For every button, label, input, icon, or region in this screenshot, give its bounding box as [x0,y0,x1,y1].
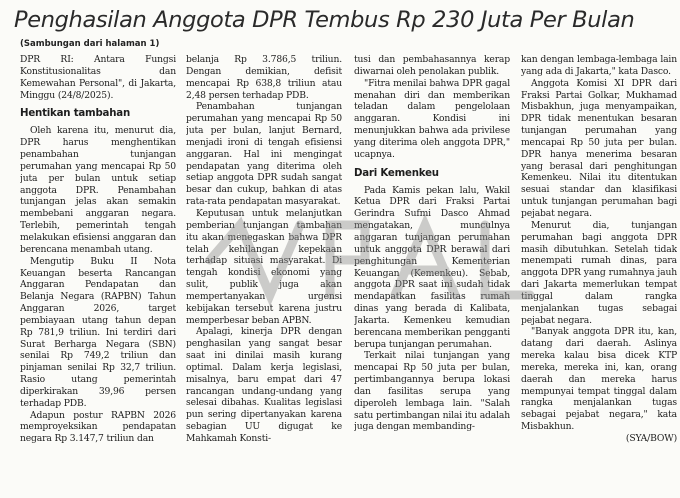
subheading: Dari Kemenkeu [354,167,439,179]
paragraph: Menurut dia, tunjangan perumahan bagi anggota DPR masih dibutuhkan. Setelah tidak menempati rumah dinas, para anggota DPR yang rumahnya jauh dari Jakarta memerlukan tempat tinggal dalam rangka menjalankan tugas sebagai pejabat negara. [521,219,677,326]
paragraph: Anggota Komisi XI DPR dari Fraksi Partai Golkar, Mukhamad Misbakhun, juga menyampaikan, DPR tidak menentukan besaran tunjangan perumahan yang mencapai Rp 50 juta per bulan. DPR hanya menerima besaran yang berasal dari penghitungan Kemenkeu. Nilai itu ditentukan sesuai standar dan klasifikasi untuk tunjangan perumahan bagi pejabat negara. [521,77,677,219]
paragraph: Adapun postur RAPBN 2026 memproyeksikan pendapatan negara Rp 3.147,7 triliun dan [20,409,176,445]
paragraph: kan dengan lembaga-lembaga lain yang ada di Jakarta," kata Dasco. [521,54,677,77]
paragraph: Pada Kamis pekan lalu, Wakil Ketua DPR dari Fraksi Partai Gerindra Sufmi Dasco Ahmad mengatakan, munculnya anggaran tunjangan perumahan untuk anggota DPR berawal dari penghitungan Kementerian Keuangan (Kemenkeu). Sebab, anggota DPR saat ini sudah tidak mendapatkan fasilitas rumah dinas yang berada di Kalibata, Jakarta. Kemenkeu kemudian berencana memberikan pengganti berupa tunjangan perumahan. [354,184,510,350]
article-column-4 [521,54,677,494]
paragraph: Terkait nilai tunjangan yang mencapai Rp 50 juta per bulan, pertimbangannya berupa lokasi dan fasilitas serupa yang diperoleh lembaga lain. "Salah satu pertimbangan nilai itu adalah juga dengan membanding- [354,350,510,433]
paragraph: tusi dan pembahasannya kerap diwarnai oleh penolakan publik. [354,54,510,77]
paragraph: Keputusan untuk melanjutkan pemberian tunjangan tambahan itu akan menegaskan bahwa DPR telah kehilangan kepekaan terhadap situasi masyarakat. Di tengah kondisi ekonomi yang sulit, publik juga akan mempertanyakan urgensi kebijakan tersebut karena justru memperbesar beban APBN. [186,207,342,326]
byline: (SYA/BOW) [625,433,677,444]
article-column-3 [354,54,510,494]
subheading: Hentikan tambahan [20,108,131,120]
paragraph: Penambahan tunjangan perumahan yang mencapai Rp 50 juta per bulan, lanjut Bernard, menjadi ironi di tengah efisiensi anggaran. Hal ini mengingat pendapatan yang diterima oleh setiap anggota DPR sudah sangat besar dan cukup, bahkan di atas rata-rata pendapatan masyarakat. [186,101,342,208]
paragraph: "Fitra menilai bahwa DPR gagal menahan diri dan memberikan teladan dalam pengelolaan anggaran. Kondisi ini menunjukkan bahwa ada privilese yang diterima oleh anggota DPR," ucapnya. [354,77,510,160]
paragraph: "Banyak anggota DPR itu, kan, datang dari daerah. Aslinya mereka kalau bisa dicek KTP mereka, mereka ini, kan, orang daerah dan mereka harus mempunyai tempat tinggal dalam rangka menjalankan tugas sebagai pejabat negara," kata Misbakhun. [521,326,677,433]
article-column-2 [186,54,342,494]
continuation-note: (Sambungan dari halaman 1) [20,39,160,49]
paragraph: Apalagi, kinerja DPR dengan penghasilan yang sangat besar saat ini dinilai masih kurang optimal. Dalam kerja legislasi, misalnya, baru empat dari 47 rancangan undang-undang yang selesai dibahas. Kualitas legislasi pun sering dipertanyakan karena sebagian UU digugat ke Mahkamah Konsti- [186,326,342,444]
paragraph: belanja Rp 3.786,5 triliun. Dengan demikian, defisit mencapai Rp 638,8 triliun atau 2,48 persen terhadap PDB. [186,54,342,101]
paragraph: Mengutip Buku II Nota Keuangan beserta Rancangan Anggaran Pendapatan dan Belanja Negara (RAPBN) Tahun Anggaran 2026, target pembiayaan utang tahun depan Rp 781,9 triliun. Ini terdiri dari Surat Berharga Negara (SBN) senilai Rp 749,2 triliun dan pinjaman senilai Rp 32,7 triliun. Rasio utang pemerintah diperkirakan 39,96 persen terhadap PDB. [20,255,176,409]
article-column-1 [20,54,176,494]
paragraph: Oleh karena itu, menurut dia, DPR harus menghentikan penambahan tunjangan perumahan yang mencapai Rp 50 juta per bulan untuk setiap anggota DPR. Penambahan tunjangan jelas akan semakin membebani anggaran negara. Terlebih, pemerintah tengah melakukan efisiensi anggaran dan berencana menambah utang. [20,125,176,255]
headline: Penghasilan Anggota DPR Tembus Rp 230 Juta Per Bulan [14,7,635,33]
paragraph: DPR RI: Antara Fungsi Konstitusionalitas dan Kemewahan Personal", di Jakarta, Minggu (24/8/2025). [20,54,176,101]
